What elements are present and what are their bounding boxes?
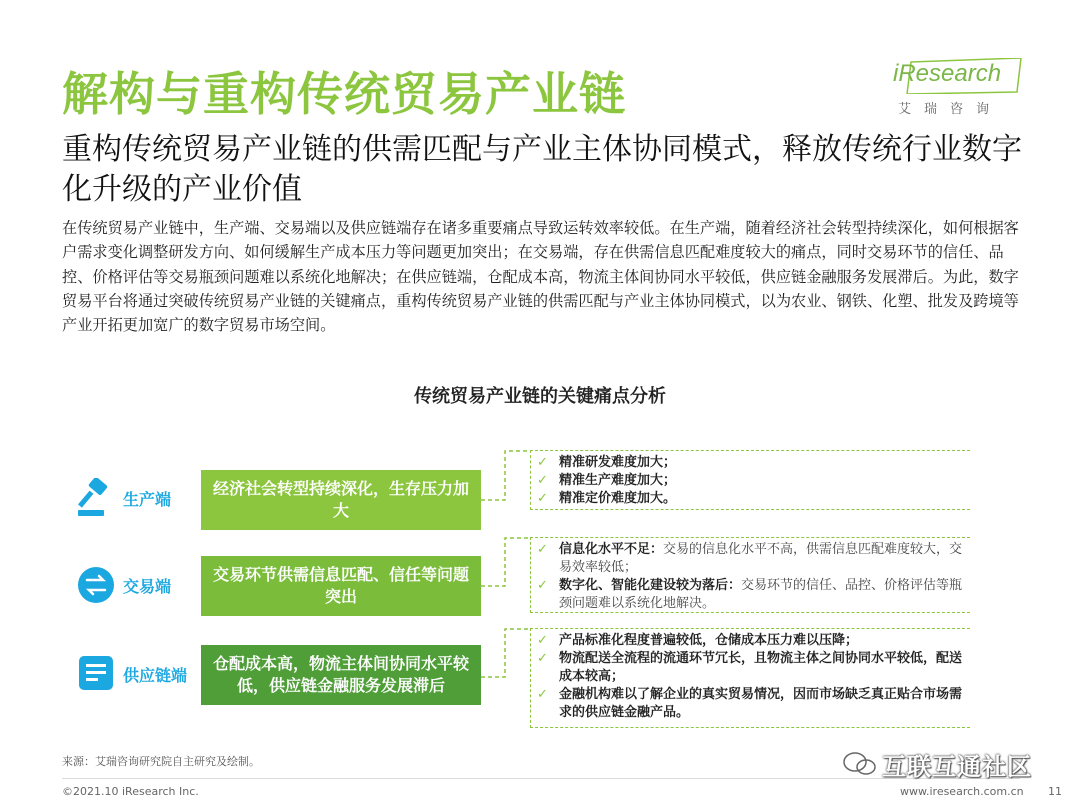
connector-trading	[481, 537, 531, 617]
body-paragraph: 在传统贸易产业链中，生产端、交易端以及供应链端存在诸多重要痛点导致运转效率较低。在生产端，随着经济社会转型持续深化，如何根据客户需求变化调整研发方向、如何缓解生产成本压力等问题更加突出；在交易端，存在供需信息匹配难度较大的痛点，同时交易环节的信任、品控、价格评估等交易瓶颈问题难以系统化地解决；在供应链端，仓配成本高，物流主体间协同水平较低，供应链金融服务发展滞后。为此，数字贸易平台将通过突破传统贸易产业链的关键痛点，重构传统贸易产业链的供需匹配与产业主体协同模式，以为农业、钢铁、化塑、批发及跨境等产业开拓更加宽广的数字贸易市场空间。	[62, 219, 1019, 335]
check-icon: ✓	[537, 491, 548, 506]
check-item: ✓ 物流配送全流程的流通环节冗长，且物流主体之间协同水平较低，配送成本较高；	[537, 651, 963, 684]
site-url: www.iresearch.com.cn	[900, 785, 1024, 798]
pain-box-production: 经济社会转型持续深化，生存压力加大	[201, 470, 481, 530]
check-item: ✓ 产品标准化程度普遍较低，仓储成本压力难以压降；	[537, 633, 859, 648]
trading-exchange-icon	[76, 565, 116, 605]
wechat-icon	[842, 750, 878, 778]
row-label-production: 生产端	[123, 490, 172, 509]
checks-supply-chain	[530, 628, 970, 728]
page-number: 11	[1048, 785, 1062, 798]
checks-trading	[530, 537, 970, 613]
check-item: ✓ 精准生产难度加大；	[537, 473, 677, 488]
check-icon: ✓	[537, 542, 548, 557]
check-item: ✓ 金融机构难以了解企业的真实贸易情况，因而市场缺乏真正贴合市场需求的供应链金融产品。	[537, 687, 963, 720]
check-item: ✓ 精准定价难度加大。	[537, 491, 677, 506]
check-icon: ✓	[537, 651, 548, 666]
pain-box-supply-chain: 仓配成本高，物流主体间协同水平较低，供应链金融服务发展滞后	[201, 645, 481, 705]
row-label-trading: 交易端	[123, 577, 172, 596]
check-icon: ✓	[537, 578, 548, 593]
check-icon: ✓	[537, 633, 548, 648]
check-item: ✓ 精准研发难度加大；	[537, 455, 677, 470]
footer-divider	[62, 778, 1020, 779]
check-icon: ✓	[537, 473, 548, 488]
row-label-supply-chain: 供应链端	[123, 666, 188, 685]
check-icon: ✓	[537, 455, 548, 470]
check-item: ✓ 数字化、智能化建设较为落后：交易环节的信任、品控、价格评估等瓶颈问题难以系统化地解决。	[537, 578, 963, 611]
checks-production	[530, 450, 970, 510]
watermark: 互联互通社区	[882, 753, 1032, 781]
production-hammer-icon	[76, 478, 116, 518]
copyright: ©2021.10 iResearch Inc.	[62, 785, 199, 798]
logo-word: iResearch	[893, 60, 1002, 87]
connector-supply-chain	[481, 628, 531, 728]
check-item: ✓ 信息化水平不足：交易的信息化水平不高，供需信息匹配难度较大，交易效率较低；	[537, 542, 963, 575]
logo-subtitle: 艾瑞咨询	[898, 102, 1003, 117]
page-title: 解构与重构传统贸易产业链	[62, 67, 626, 121]
check-icon: ✓	[537, 687, 548, 702]
pain-box-trading: 交易环节供需信息匹配、信任等问题突出	[201, 556, 481, 616]
page-subtitle: 重构传统贸易产业链的供需匹配与产业主体协同模式，释放传统行业数字化升级的产业价值	[62, 132, 1022, 207]
supply-chain-document-icon	[76, 653, 116, 693]
figure-title: 传统贸易产业链的关键痛点分析	[414, 386, 666, 407]
source-note: 来源：艾瑞咨询研究院自主研究及绘制。	[62, 755, 260, 768]
connector-production	[481, 450, 531, 530]
iresearch-logo	[893, 58, 1023, 120]
